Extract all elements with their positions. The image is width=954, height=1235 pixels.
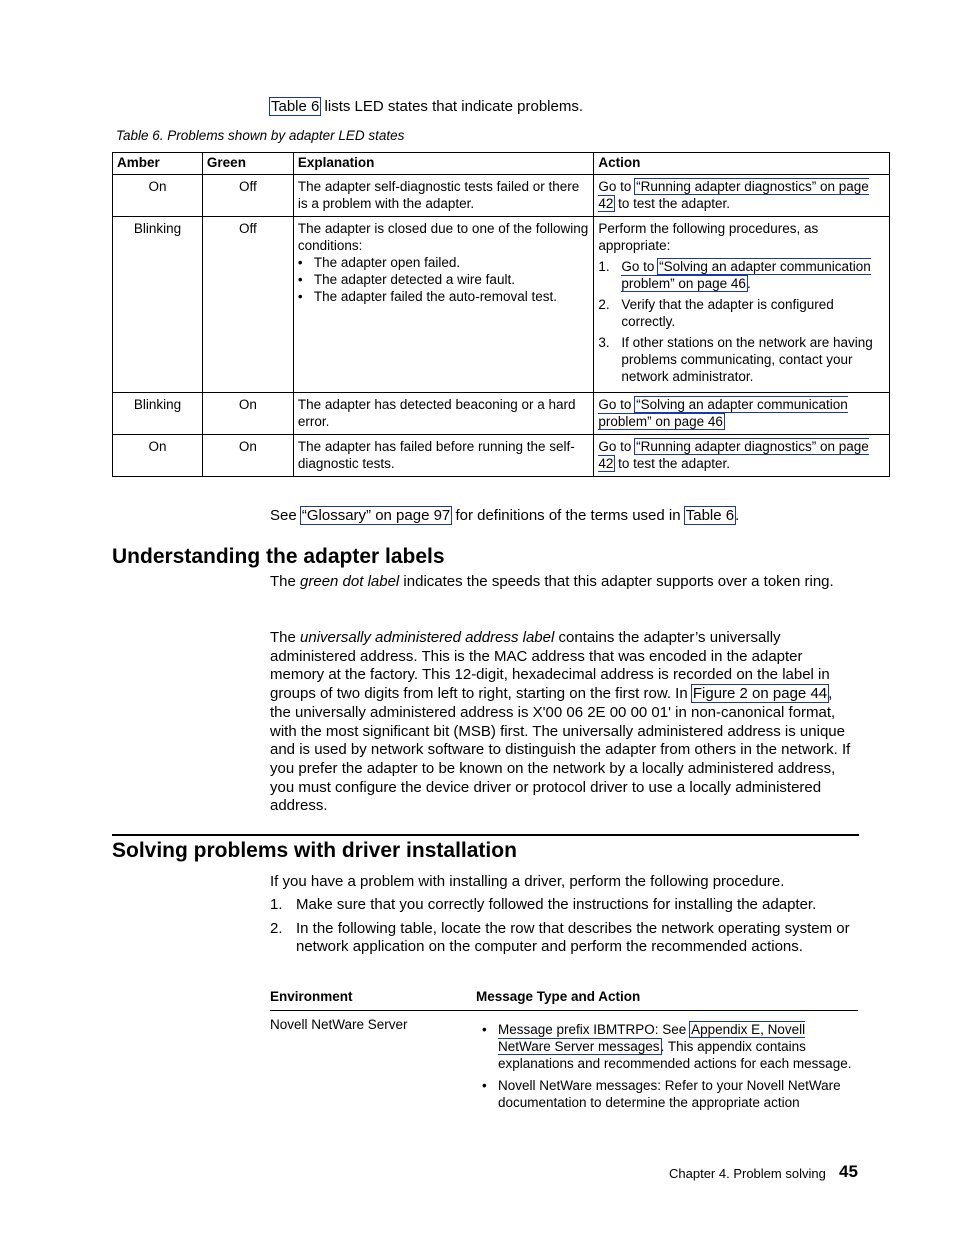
- explanation-cell: The adapter has detected beaconing or a hard error.: [293, 393, 594, 435]
- driver-intro: If you have a problem with installing a driver, perform the following procedure.: [270, 873, 785, 890]
- amber-state: Blinking: [113, 393, 203, 435]
- page-number: 45: [839, 1162, 858, 1181]
- action-cell: Go to “Running adapter diagnostics” on page 42 to test the adapter.: [594, 175, 890, 217]
- footer-chapter: Chapter 4. Problem solving: [669, 1166, 826, 1181]
- procedure-list: [598, 258, 885, 385]
- table-row: [113, 217, 890, 393]
- header-green: Green: [202, 153, 293, 175]
- amber-state: Blinking: [113, 217, 203, 393]
- list-item: 2. Verify that the adapter is configured correctly.: [598, 297, 834, 329]
- message-action-cell: [476, 1016, 858, 1116]
- running-diagnostics-link[interactable]: “Running adapter diagnostics” on page 42: [598, 179, 869, 211]
- paragraph-green-dot: The green dot label indicates the speeds that this adapter supports over a token ring.: [270, 573, 834, 590]
- header-message-type: Message Type and Action: [476, 989, 641, 1004]
- amber-state: On: [113, 435, 203, 477]
- header-explanation: Explanation: [293, 153, 594, 175]
- table-header-row: [270, 988, 858, 1011]
- table-row: [113, 393, 890, 435]
- section-heading-driver-installation: Solving problems with driver installation: [112, 839, 517, 862]
- running-diagnostics-link[interactable]: “Running adapter diagnostics” on page 42: [598, 439, 869, 471]
- figure-2-link[interactable]: Figure 2 on page 44: [692, 685, 828, 703]
- section-heading-adapter-labels: Understanding the adapter labels: [112, 545, 445, 568]
- action-cell: Perform the following procedures, as appropriate: 1. Go to “Solving an adapter communication problem” on page 46. 2. Verify that the adapter is configured correctly. 3. If other stations on the network are having problems communicating, contact your network administrator.: [594, 217, 890, 393]
- list-item: • Message prefix IBMTRPO: See Appendix E, Novell NetWare Server messages. This appendix contains explanations and recommended actions for each message.: [482, 1021, 858, 1072]
- glossary-link[interactable]: “Glossary” on page 97: [301, 507, 451, 524]
- table-row: [113, 175, 890, 217]
- intro-line: Table 6 lists LED states that indicate problems.: [271, 98, 583, 115]
- led-states-table: [112, 152, 890, 477]
- table-row: [113, 435, 890, 477]
- list-item: 2. In the following table, locate the row that describes the network operating system or network application on the computer and perform the recommended actions.: [270, 919, 850, 956]
- list-item: • The adapter open failed.: [298, 254, 590, 271]
- green-state: On: [202, 393, 293, 435]
- action-cell: Go to “Solving an adapter communication problem” on page 46: [594, 393, 890, 435]
- list-item: • The adapter failed the auto-removal test.: [298, 288, 590, 305]
- list-item: • Novell NetWare messages: Refer to your Novell NetWare documentation to determine the appropriate action: [482, 1077, 858, 1111]
- section-divider: [112, 834, 859, 836]
- header-amber: Amber: [113, 153, 203, 175]
- solving-communication-link[interactable]: “Solving an adapter communication problem” on page 46: [598, 397, 848, 429]
- table-6-link[interactable]: Table 6: [271, 98, 320, 115]
- header-action: Action: [594, 153, 890, 175]
- explanation-cell: The adapter self-diagnostic tests failed or there is a problem with the adapter.: [293, 175, 594, 217]
- solving-communication-link[interactable]: “Solving an adapter communication problem” on page 46: [621, 259, 871, 291]
- amber-state: On: [113, 175, 203, 217]
- message-list: [476, 1021, 858, 1111]
- table-caption: Table 6. Problems shown by adapter LED states: [116, 128, 405, 143]
- conditions-list: [298, 254, 590, 305]
- paragraph-uaa-label: The universally administered address label contains the adapter’s universally administered address. This is the MAC address that was encoded in the adapter memory at the factory. This 12-digit, hexadecimal address is recorded on the label in groups of two digits from left to right, starting on the first row. In Figure 2 on page 44, the universally administered address is X'00 06 2E 00 00 01' in non-canonical format, with the most significant bit (MSB) first. The universally administered address is unique and is used by network software to distinguish the adapter from others in the network. If you prefer the adapter to be known on the network by a locally administered address, you must configure the device driver or protocol driver to use a locally administered address.: [270, 629, 851, 815]
- green-state: Off: [202, 175, 293, 217]
- environment-table: [270, 988, 858, 1116]
- explanation-cell: The adapter is closed due to one of the following conditions: • The adapter open failed. • The adapter detected a wire fault. • The adapter failed the auto-removal test.: [293, 217, 594, 393]
- list-item: 3. If other stations on the network are having problems communicating, contact your network administrator.: [598, 335, 873, 384]
- appendix-e-link[interactable]: Appendix E, Novell NetWare Server messages: [498, 1022, 806, 1054]
- table-header-row: [113, 153, 890, 175]
- see-glossary-line: See “Glossary” on page 97 for definitions of the terms used in Table 6.: [270, 507, 740, 524]
- green-state: On: [202, 435, 293, 477]
- table-6-link[interactable]: Table 6: [685, 507, 735, 524]
- driver-procedure-list: [270, 896, 855, 957]
- explanation-cell: The adapter has failed before running the self-diagnostic tests.: [293, 435, 594, 477]
- table-row: [270, 1011, 858, 1116]
- environment-cell: Novell NetWare Server: [270, 1017, 408, 1032]
- green-state: Off: [202, 217, 293, 393]
- header-environment: Environment: [270, 989, 353, 1004]
- list-item: • The adapter detected a wire fault.: [298, 271, 590, 288]
- action-cell: Go to “Running adapter diagnostics” on page 42 to test the adapter.: [594, 435, 890, 477]
- list-item: 1. Go to “Solving an adapter communication problem” on page 46.: [598, 259, 871, 291]
- list-item: 1. Make sure that you correctly followed the instructions for installing the adapter.: [270, 896, 817, 913]
